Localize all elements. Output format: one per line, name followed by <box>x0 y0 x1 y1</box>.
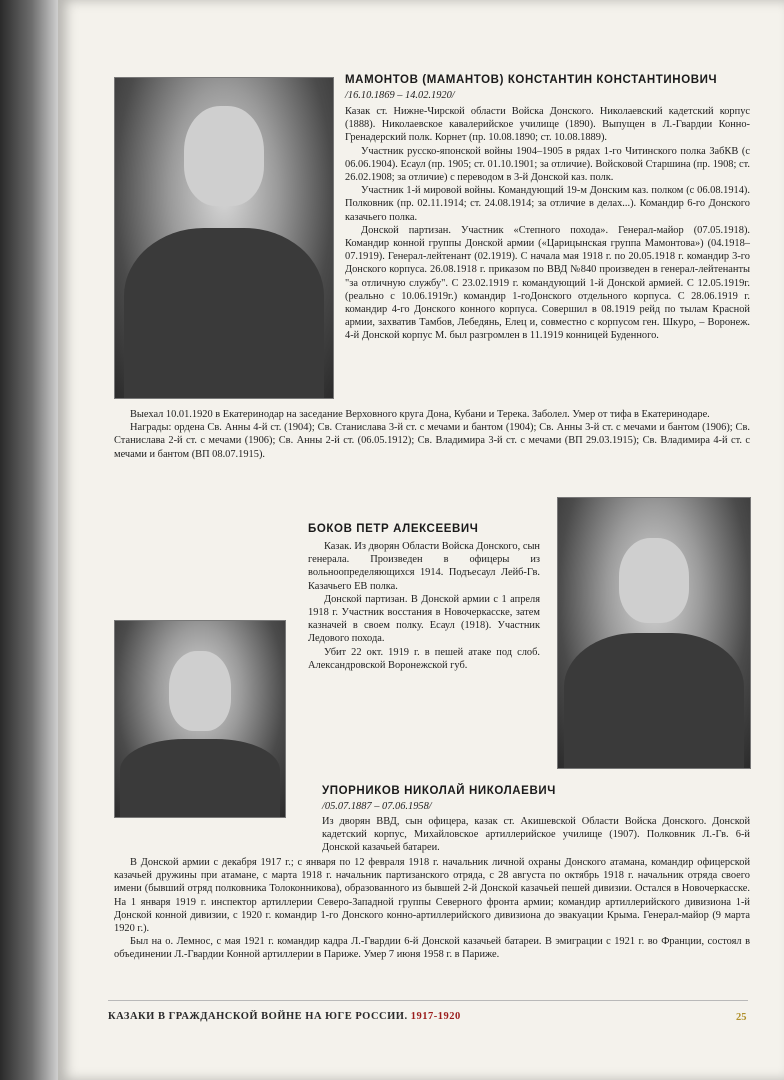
footer-years: 1917-1920 <box>410 1011 461 1022</box>
entry-name-mamontov: МАМОНТОВ (МАМАНТОВ) КОНСТАНТИН КОНСТАНТИНОВИЧ <box>345 74 718 86</box>
paragraph: Казак ст. Нижне-Чирской области Войска Донского. Николаевский кадетский корпус (1888). Николаевское кавалерийское училище (1890). Выпущен в Л.-Гвардии Конно-Гренадерский полк. Корнет (пр. 10.08.1890; ст. 10.08.1889). <box>345 106 750 144</box>
running-footer <box>108 1011 461 1022</box>
portrait-mamontov <box>114 77 334 399</box>
paragraph: Участник 1-й мировой войны. Командующий 19-м Донским каз. полком (с 06.08.1914). Полковник (пр. 02.11.1914; ст. 24.08.1914; за отличие в делах...). Командир 6-го Донского казачьего полка. <box>345 185 750 223</box>
paragraph: Награды: ордена Св. Анны 4-й ст. (1904); Св. Станислава 3-й ст. с мечами и бантом (1904); Св. Анны 3-й ст. с мечами и бантом (1906); Св. Станислава 2-й ст. с мечами (1906); Св. Анны 2-й ст. (06.05.1912); Св. Владимира 3-й ст. с мечами (ВП 29.03.1915); Св. Владимира 4-й ст. с мечами и бантом (ВП 08.07.1915). <box>114 422 750 460</box>
entry-text-mamontov-side <box>345 105 750 343</box>
footer-divider <box>108 1000 748 1001</box>
paragraph: Казак. Из дворян Области Войска Донского, сын генерала. Произведен в офицеры из вольноопределяющихся 1914. Подъесаул Лейб-Гв. Казачьего ЕВ полка. <box>308 541 540 592</box>
entry-text-bokov <box>308 540 540 672</box>
entry-dates-mamontov: /16.10.1869 – 14.02.1920/ <box>345 90 455 101</box>
entry-text-upornikov-full <box>114 856 750 962</box>
entry-name-upornikov: УПОРНИКОВ НИКОЛАЙ НИКОЛАЕВИЧ <box>322 785 556 797</box>
footer-title: КАЗАКИ В ГРАЖДАНСКОЙ ВОЙНЕ НА ЮГЕ РОССИИ. <box>108 1011 408 1022</box>
paragraph: Донской партизан. В Донской армии с 1 апреля 1918 г. Участник восстания в Новочеркасске, затем казначей в своем полку. Есаул (1918). Участник Ледового похода. <box>308 593 540 645</box>
portrait-bokov <box>557 497 751 769</box>
paragraph: Был на о. Лемнос, с мая 1921 г. командир кадра Л.-Гвардии 6-й Донской казачьей батареи. В эмиграции с 1921 г. во Франции, состоял в объединении Л.-Гвардии Конной артиллерии в Париже. Умер 7 июня 1958 г. в Париже. <box>114 936 750 961</box>
paragraph: Донской партизан. Участник «Степного похода». Генерал-майор (07.05.1918). Командир конной группы Донской армии («Царицынская группа Мамонтова») (04.1918–07.1919). Генерал-лейтенант (02.1919). С начала мая 1918 г. по 20.05.1918 г. командир 3-го Донского корпуса. 26.08.1918 г. приказом по ВВД №840 произведен в генерал-лейтенанты "за отличную службу". С 23.02.1919 г. командующий 1-й Донской армией. С 12.05.1919г. (реально с 10.06.1919г.) командир 1-гоДонского отдельного корпуса. С 28.06.1919 г. командир 4-го Донского конного корпуса. Совершил в 08.1919 рейд по тылам Красной армии, захватив Тамбов, Лебедянь, Елец и, совместно с корпусом ген. Шкуро, – Воронеж. 4-й Донской корпус М. был разгромлен в 11.1919 конницей Буденного. <box>345 224 750 342</box>
page-number: 25 <box>736 1012 747 1023</box>
portrait-upornikov <box>114 620 286 818</box>
entry-text-mamontov-full <box>114 408 750 461</box>
entry-text-upornikov-side <box>322 815 750 855</box>
paragraph: Участник русско-японской войны 1904–1905 в рядах 1-го Читинского полка ЗабКВ (с 06.06.1904). Есаул (пр. 1905; ст. 01.10.1901; за отличие). Войсковой Старшина (пр. 1908; ст. 26.02.1908; за отличие) с переводом в 3-й Донской каз. полк. <box>345 145 750 184</box>
book-gutter <box>0 0 58 1080</box>
entry-name-bokov: БОКОВ ПЕТР АЛЕКСЕЕВИЧ <box>308 523 479 535</box>
paragraph: Выехал 10.01.1920 в Екатеринодар на заседание Верховного круга Дона, Кубани и Терека. Заболел. Умер от тифа в Екатеринодаре. <box>130 409 710 420</box>
paragraph: Убит 22 окт. 1919 г. в пешей атаке под слоб. Александровской Воронежской губ. <box>308 646 540 671</box>
paragraph: Из дворян ВВД, сын офицера, казак ст. Акишевской Области Войска Донского. Донской кадетский корпус, Михайловское артиллерийское училище (1907). Полковник Л.-Гв. 6-й Донской казачьей батареи. <box>322 816 750 854</box>
entry-dates-upornikov: /05.07.1887 – 07.06.1958/ <box>322 801 432 812</box>
paragraph: В Донской армии с декабря 1917 г.; с января по 12 февраля 1918 г. начальник личной охраны Донского атамана, командир офицерской казачьей дружины при атамане, с марта 1918 г. начальник партизанского отряда, с 28 августа по октябрь 1918 г. начальник отряда своего имени (бывший отряд полковника Толоконникова), образованного из бывшей 2-й Донской казачьей пешей дивизии. Остался в Новочеркасске. На 1 января 1919 г. инспектор артиллерии Северо-Западной группы Северного фронта армии; командир артиллерийского дивизиона 1-й Донской конной дивизии, с 1920 г. командир 1-го Донского конно-артиллерийского дивизиона до эвакуации Крыма. Генерал-майор (9 марта 1920 г.). <box>114 857 750 935</box>
